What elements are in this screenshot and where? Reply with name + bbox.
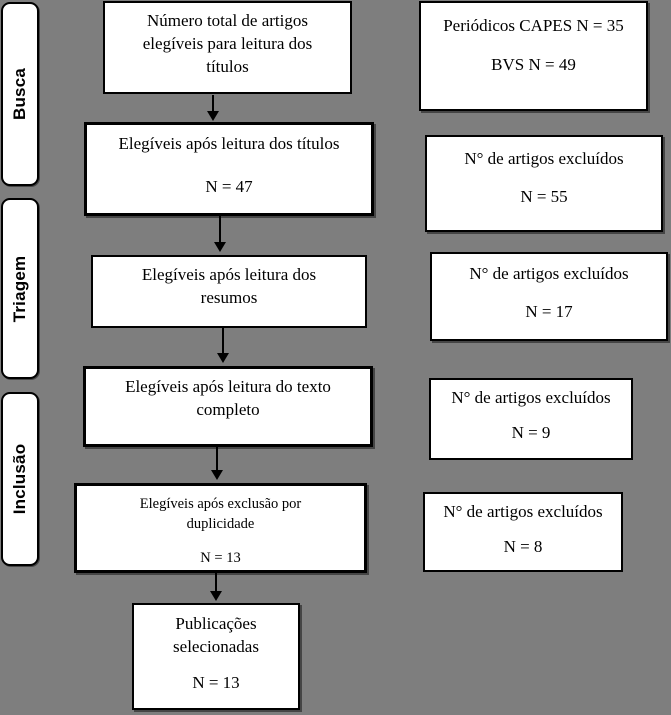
box-text-line: N° de artigos excluídos xyxy=(443,502,603,521)
box-text-line: N° de artigos excluídos xyxy=(469,264,629,283)
box-eligible-after-title-reading xyxy=(84,122,374,216)
arrow-head-icon xyxy=(217,353,229,363)
stage-tab-triagem xyxy=(1,198,39,379)
flow-arrow-down-icon xyxy=(207,95,219,121)
box-n-value: N = 13 xyxy=(192,673,240,692)
box-text-line: Publicações xyxy=(175,614,257,633)
box-text-line: completo xyxy=(196,400,260,419)
stage-label-triagem: Triagem xyxy=(10,255,29,322)
box-n-value: N = 47 xyxy=(205,177,253,196)
box-n-value: N = 9 xyxy=(511,423,551,442)
flow-arrow-down-icon xyxy=(211,447,223,480)
box-text-line: elegíveis para leitura dos xyxy=(142,34,313,53)
arrow-head-icon xyxy=(207,111,219,121)
box-excluded-after-fulltext xyxy=(429,378,633,460)
flow-arrow-down-icon xyxy=(217,328,229,363)
box-eligible-after-abstract-reading xyxy=(91,255,367,328)
stage-label-inclusao: Inclusão xyxy=(10,443,29,515)
arrow-head-icon xyxy=(210,591,222,601)
box-text-line: Número total de artigos xyxy=(147,11,308,30)
box-text-line: duplicidade xyxy=(186,516,255,532)
box-text-line: Periódicos CAPES N = 35 xyxy=(443,16,624,35)
box-text-line: resumos xyxy=(200,288,258,307)
box-text-line: Elegíveis após exclusão por xyxy=(139,496,302,512)
arrow-head-icon xyxy=(214,242,226,252)
box-n-value: N = 8 xyxy=(503,537,543,556)
arrow-shaft xyxy=(216,447,218,470)
box-text-line: BVS N = 49 xyxy=(491,55,576,74)
box-search-sources xyxy=(419,1,648,111)
box-n-value: N = 17 xyxy=(525,302,573,321)
arrow-shaft xyxy=(212,95,214,111)
arrow-shaft xyxy=(219,216,221,242)
box-text-line: N° de artigos excluídos xyxy=(451,388,611,407)
stage-label-busca: Busca xyxy=(10,67,29,121)
box-text-line: Elegíveis após leitura do texto xyxy=(125,377,331,396)
arrow-shaft xyxy=(215,573,217,591)
box-selected-publications xyxy=(132,603,300,710)
box-text-line: Elegíveis após leitura dos títulos xyxy=(118,134,340,153)
box-text-line: N° de artigos excluídos xyxy=(464,149,624,168)
arrow-head-icon xyxy=(211,470,223,480)
box-excluded-after-abstracts xyxy=(430,252,668,341)
flow-arrow-down-icon xyxy=(210,573,222,601)
flow-arrow-down-icon xyxy=(214,216,226,252)
box-excluded-duplicates xyxy=(423,492,623,572)
arrow-shaft xyxy=(222,328,224,353)
box-text-line: Elegíveis após leitura dos xyxy=(141,265,317,284)
stage-tab-inclusao xyxy=(1,392,39,566)
box-n-value: N = 13 xyxy=(200,550,241,566)
stage-tab-busca xyxy=(1,2,39,186)
box-eligible-after-duplicate-exclusion xyxy=(74,483,367,573)
box-eligible-after-fulltext-reading xyxy=(83,366,373,447)
box-n-value: N = 55 xyxy=(520,187,568,206)
box-total-eligible-articles xyxy=(103,1,352,94)
box-text-line: selecionadas xyxy=(173,637,259,656)
box-text-line: títulos xyxy=(206,57,249,76)
box-excluded-after-titles xyxy=(425,135,663,232)
